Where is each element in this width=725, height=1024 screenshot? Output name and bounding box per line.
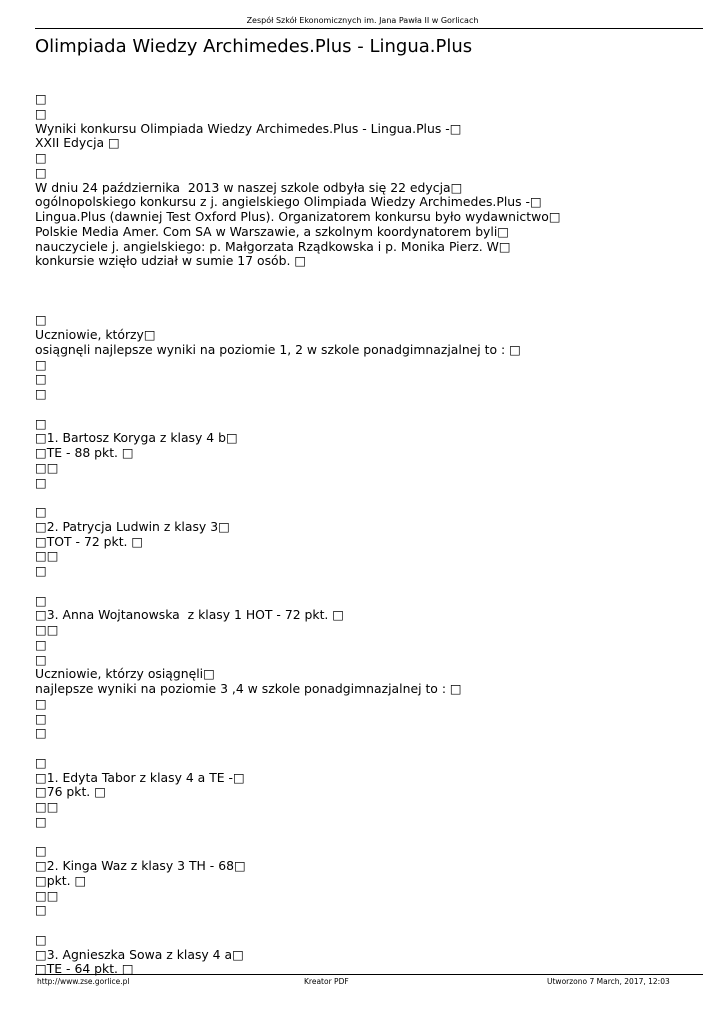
text-line: XXII Edycja □ — [35, 135, 120, 151]
text-line: konkursie wzięło udział w sumie 17 osób. □ — [35, 253, 307, 269]
text-line: □ — [35, 651, 47, 667]
text-line — [35, 490, 703, 505]
text-line: □TE - 88 pkt. □ — [35, 445, 134, 460]
text-line: □ — [35, 843, 47, 859]
text-line: □ — [35, 91, 47, 106]
text-line: □ — [35, 356, 47, 372]
text-line: □ — [35, 636, 47, 652]
text-line: □ — [35, 312, 47, 328]
footer-created: Utworzono 7 March, 2017, 12:03 — [547, 977, 670, 986]
text-line — [35, 741, 703, 756]
page-title: Olimpiada Wiedzy Archimedes.Plus - Lingua.Plus — [35, 36, 473, 57]
text-line: □□ — [35, 622, 59, 637]
text-line: □ — [35, 902, 47, 918]
text-line: □ — [35, 164, 47, 180]
text-line — [35, 269, 703, 284]
text-line: □ — [35, 371, 47, 387]
text-line: □ — [35, 695, 47, 711]
text-line: □ — [35, 754, 47, 770]
text-line — [35, 284, 703, 299]
footer-generator: Kreator PDF — [304, 977, 349, 986]
text-line: ogólnopolskiego konkursu z j. angielskiego Olimpiada Wiedzy Archimedes.Plus -□ — [35, 194, 542, 210]
footer-url: http://www.zse.gorlice.pl — [37, 977, 130, 986]
text-line: □ — [35, 474, 47, 490]
text-line — [35, 402, 703, 417]
text-line: □ — [35, 813, 47, 829]
text-line: □□ — [35, 548, 59, 564]
text-line: □TE - 64 pkt. □ — [35, 961, 134, 977]
text-line — [35, 918, 703, 933]
text-line: Polskie Media Amer. Com SA w Warszawie, a szkolnym koordynatorem byli□ — [35, 223, 509, 239]
document-body — [35, 92, 703, 977]
text-line: nauczyciele j. angielskiego: p. Małgorzata Rządkowska i p. Monika Pierz. W□ — [35, 238, 511, 254]
text-line: □□ — [35, 459, 59, 475]
text-line: □1. Edyta Tabor z klasy 4 a TE -□ — [35, 769, 245, 785]
footer-divider — [35, 974, 703, 975]
text-line: □ — [35, 710, 47, 726]
text-line: □2. Kinga Waz z klasy 3 TH - 68□ — [35, 858, 246, 873]
header-divider — [35, 28, 703, 29]
text-line: Uczniowie, którzy□ — [35, 327, 156, 342]
text-line: Wyniki konkursu Olimpiada Wiedzy Archimedes.Plus - Lingua.Plus -□ — [35, 120, 462, 136]
text-line: □□ — [35, 887, 59, 903]
text-line: □ — [35, 105, 47, 121]
text-line: □3. Agnieszka Sowa z klasy 4 a□ — [35, 946, 244, 962]
text-line — [35, 299, 703, 314]
text-line: W dniu 24 października 2013 w naszej szkole odbyła się 22 edycja□ — [35, 179, 463, 195]
text-line: □76 pkt. □ — [35, 784, 106, 800]
text-line: □ — [35, 725, 47, 741]
text-line: najlepsze wyniki na poziomie 3 ,4 w szkole ponadgimnazjalnej to : □ — [35, 681, 462, 696]
text-line: □ — [35, 592, 47, 608]
text-line: Uczniowie, którzy osiągnęli□ — [35, 666, 215, 682]
text-line: □ — [35, 563, 47, 578]
text-line: □ — [35, 150, 47, 165]
text-line: □pkt. □ — [35, 872, 87, 888]
text-line: □2. Patrycja Ludwin z klasy 3□ — [35, 518, 230, 534]
text-line: □3. Anna Wojtanowska z klasy 1 HOT - 72 pkt. □ — [35, 607, 345, 623]
page-header: Zespół Szkół Ekonomicznych im. Jana Pawła II w Gorlicach — [246, 16, 479, 25]
text-line: □ — [35, 504, 47, 519]
text-line: □ — [35, 931, 47, 947]
text-line — [35, 579, 703, 594]
text-line: □ — [35, 415, 47, 431]
text-line: □ — [35, 386, 47, 401]
text-line: osiągnęli najlepsze wyniki na poziomie 1, 2 w szkole ponadgimnazjalnej to : □ — [35, 341, 521, 357]
text-line — [35, 830, 703, 845]
text-line: □TOT - 72 pkt. □ — [35, 533, 144, 549]
text-line: □1. Bartosz Koryga z klasy 4 b□ — [35, 430, 238, 446]
text-line: Lingua.Plus (dawniej Test Oxford Plus). Organizatorem konkursu było wydawnictwo□ — [35, 209, 561, 224]
text-line: □□ — [35, 799, 59, 814]
